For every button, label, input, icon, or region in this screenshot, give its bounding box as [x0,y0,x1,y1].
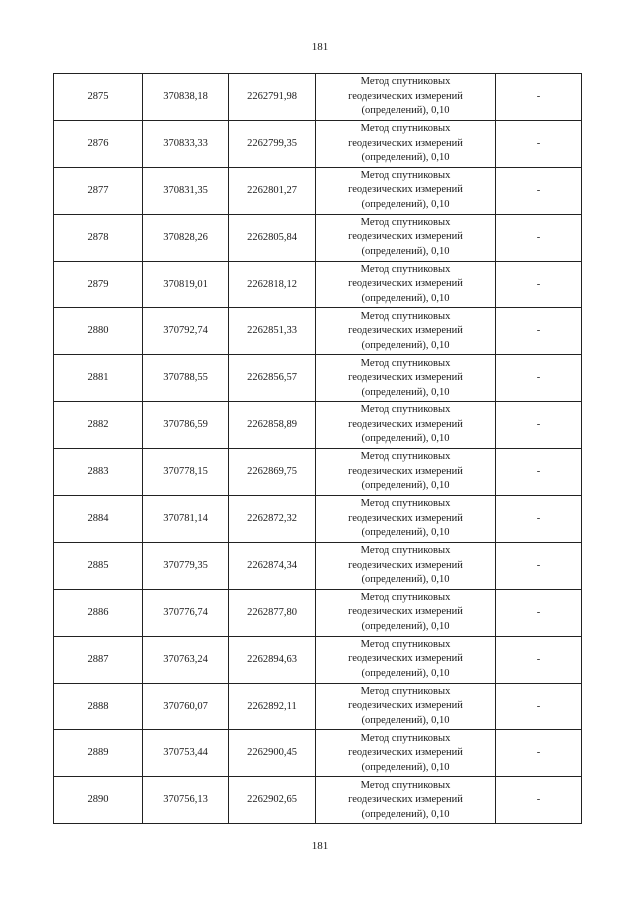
method-cell [316,120,496,167]
method-text-line: геодезических измерений [348,372,463,384]
method-text-line: Метод спутниковых [360,451,451,463]
description-cell: - [496,402,582,449]
description-cell: - [496,214,582,261]
method-text-line: (определений), 0,10 [361,808,450,820]
method-cell [316,355,496,402]
point-number-cell: 2877 [54,167,143,214]
method-text-line: геодезических измерений [348,747,463,759]
method-cell [316,449,496,496]
method-text-line: Метод спутниковых [360,779,451,791]
coordinates-table-body [54,74,582,824]
y-coordinate-cell: 2262902,65 [229,777,316,824]
x-coordinate-cell: 370833,33 [143,120,229,167]
method-text-line: геодезических измерений [348,794,463,806]
page-number-bottom: 181 [311,840,329,852]
x-coordinate-cell: 370781,14 [143,496,229,543]
y-coordinate-cell: 2262856,57 [229,355,316,402]
method-cell [316,402,496,449]
method-text-line: (определений), 0,10 [361,574,450,586]
method-text-line: Метод спутниковых [360,357,451,369]
method-text-line: Метод спутниковых [360,404,451,416]
table-row [54,730,582,777]
method-cell [316,167,496,214]
point-number-cell: 2883 [54,449,143,496]
table-row [54,120,582,167]
method-text-line: геодезических измерений [348,325,463,337]
method-text-line: Метод спутниковых [360,123,451,135]
table-row [54,74,582,121]
description-cell: - [496,167,582,214]
x-coordinate-cell: 370753,44 [143,730,229,777]
y-coordinate-cell: 2262894,63 [229,636,316,683]
method-text-line: (определений), 0,10 [361,667,450,679]
method-text-line: (определений), 0,10 [361,105,450,117]
y-coordinate-cell: 2262858,89 [229,402,316,449]
description-cell: - [496,449,582,496]
point-number-cell: 2876 [54,120,143,167]
x-coordinate-cell: 370778,15 [143,449,229,496]
x-coordinate-cell: 370792,74 [143,308,229,355]
point-number-cell: 2875 [54,74,143,121]
table-row [54,636,582,683]
y-coordinate-cell: 2262869,75 [229,449,316,496]
description-cell: - [496,730,582,777]
method-text-line: геодезических измерений [348,231,463,243]
method-cell [316,308,496,355]
table-row [54,261,582,308]
point-number-cell: 2884 [54,496,143,543]
method-cell [316,214,496,261]
method-text-line: (определений), 0,10 [361,433,450,445]
description-cell: - [496,74,582,121]
x-coordinate-cell: 370786,59 [143,402,229,449]
x-coordinate-cell: 370779,35 [143,542,229,589]
method-text-line: геодезических измерений [348,465,463,477]
method-text-line: Метод спутниковых [360,732,451,744]
method-text-line: (определений), 0,10 [361,152,450,164]
method-text-line: (определений), 0,10 [361,761,450,773]
y-coordinate-cell: 2262900,45 [229,730,316,777]
method-text-line: Метод спутниковых [360,310,451,322]
method-text-line: Метод спутниковых [360,591,451,603]
description-cell: - [496,683,582,730]
description-cell: - [496,496,582,543]
y-coordinate-cell: 2262851,33 [229,308,316,355]
method-text-line: геодезических измерений [348,418,463,430]
method-text-line: геодезических измерений [348,653,463,665]
method-text-line: геодезических измерений [348,90,463,102]
table-row [54,167,582,214]
y-coordinate-cell: 2262874,34 [229,542,316,589]
method-cell [316,683,496,730]
method-text-line: геодезических измерений [348,606,463,618]
method-text-line: геодезических измерений [348,700,463,712]
point-number-cell: 2887 [54,636,143,683]
point-number-cell: 2880 [54,308,143,355]
point-number-cell: 2881 [54,355,143,402]
y-coordinate-cell: 2262805,84 [229,214,316,261]
method-text-line: Метод спутниковых [360,76,451,88]
point-number-cell: 2886 [54,589,143,636]
point-number-cell: 2888 [54,683,143,730]
point-number-cell: 2882 [54,402,143,449]
y-coordinate-cell: 2262801,27 [229,167,316,214]
method-text-line: геодезических измерений [348,559,463,571]
method-cell [316,496,496,543]
method-text-line: Метод спутниковых [360,638,451,650]
method-text-line: Метод спутниковых [360,169,451,181]
description-cell: - [496,777,582,824]
method-text-line: (определений), 0,10 [361,620,450,632]
table-row [54,683,582,730]
method-text-line: геодезических измерений [348,184,463,196]
x-coordinate-cell: 370776,74 [143,589,229,636]
description-cell: - [496,261,582,308]
point-number-cell: 2885 [54,542,143,589]
method-text-line: (определений), 0,10 [361,714,450,726]
table-row [54,496,582,543]
description-cell: - [496,355,582,402]
description-cell: - [496,120,582,167]
method-text-line: Метод спутниковых [360,685,451,697]
method-text-line: (определений), 0,10 [361,198,450,210]
method-cell [316,74,496,121]
x-coordinate-cell: 370788,55 [143,355,229,402]
x-coordinate-cell: 370763,24 [143,636,229,683]
point-number-cell: 2889 [54,730,143,777]
point-number-cell: 2878 [54,214,143,261]
method-text-line: (определений), 0,10 [361,292,450,304]
point-number-cell: 2879 [54,261,143,308]
y-coordinate-cell: 2262799,35 [229,120,316,167]
x-coordinate-cell: 370819,01 [143,261,229,308]
method-cell [316,589,496,636]
x-coordinate-cell: 370831,35 [143,167,229,214]
description-cell: - [496,636,582,683]
method-cell [316,636,496,683]
x-coordinate-cell: 370838,18 [143,74,229,121]
method-cell [316,542,496,589]
table-row [54,355,582,402]
method-text-line: (определений), 0,10 [361,339,450,351]
description-cell: - [496,308,582,355]
table-row [54,777,582,824]
x-coordinate-cell: 370760,07 [143,683,229,730]
table-row [54,449,582,496]
method-cell [316,730,496,777]
method-text-line: геодезических измерений [348,512,463,524]
y-coordinate-cell: 2262872,32 [229,496,316,543]
point-number-cell: 2890 [54,777,143,824]
table-row [54,542,582,589]
method-cell [316,777,496,824]
x-coordinate-cell: 370756,13 [143,777,229,824]
method-text-line: Метод спутниковых [360,498,451,510]
coordinates-table [53,73,582,824]
method-text-line: Метод спутниковых [360,545,451,557]
method-text-line: (определений), 0,10 [361,480,450,492]
table-row [54,308,582,355]
y-coordinate-cell: 2262791,98 [229,74,316,121]
y-coordinate-cell: 2262818,12 [229,261,316,308]
table-row [54,402,582,449]
method-text-line: геодезических измерений [348,137,463,149]
table-row [54,214,582,261]
method-cell [316,261,496,308]
x-coordinate-cell: 370828,26 [143,214,229,261]
method-text-line: (определений), 0,10 [361,527,450,539]
method-text-line: Метод спутниковых [360,216,451,228]
description-cell: - [496,589,582,636]
description-cell: - [496,542,582,589]
method-text-line: Метод спутниковых [360,263,451,275]
page-number-top: 181 [311,41,329,53]
method-text-line: (определений), 0,10 [361,386,450,398]
table-row [54,589,582,636]
method-text-line: геодезических измерений [348,278,463,290]
y-coordinate-cell: 2262892,11 [229,683,316,730]
method-text-line: (определений), 0,10 [361,245,450,257]
y-coordinate-cell: 2262877,80 [229,589,316,636]
